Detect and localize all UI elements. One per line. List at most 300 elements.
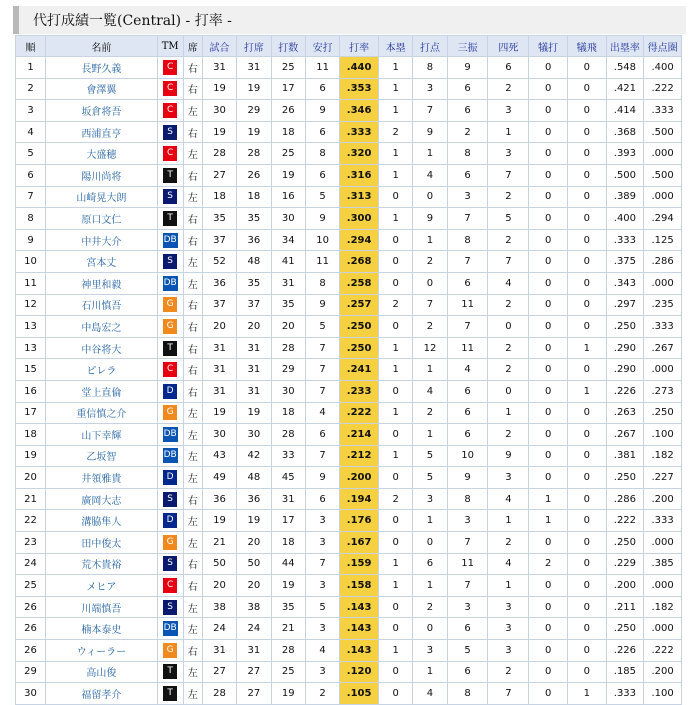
- cell-hand: 右: [183, 164, 202, 186]
- player-name-link[interactable]: 宮本丈: [46, 251, 158, 273]
- cell-rbi: 0: [413, 532, 447, 554]
- cell-hits: 3: [305, 661, 339, 683]
- cell-hits: 4: [305, 640, 339, 662]
- team-cell: [157, 208, 183, 230]
- cell-sf: 0: [567, 100, 606, 122]
- cell-bb: 9: [488, 445, 529, 467]
- cell-ab: 30: [271, 380, 305, 402]
- cell-pa: 42: [237, 445, 271, 467]
- column-header-rbi[interactable]: 打点: [413, 36, 447, 57]
- cell-rbi: 4: [413, 683, 447, 705]
- cell-hr: 2: [378, 294, 412, 316]
- cell-hand: 右: [183, 294, 202, 316]
- column-header-avg[interactable]: 打率: [340, 36, 379, 57]
- cell-rbi: 4: [413, 380, 447, 402]
- cell-risp: .100: [644, 683, 682, 705]
- cell-rank: 8: [16, 208, 46, 230]
- cell-rbi: 5: [413, 467, 447, 489]
- column-header-so[interactable]: 三振: [447, 36, 488, 57]
- cell-hits: 8: [305, 143, 339, 165]
- cell-sh: 1: [529, 488, 568, 510]
- cell-bb: 5: [488, 208, 529, 230]
- column-header-team[interactable]: TM: [157, 36, 183, 57]
- cell-sf: 0: [567, 143, 606, 165]
- team-cell: [157, 640, 183, 662]
- cell-rbi: 2: [413, 316, 447, 338]
- player-name-link[interactable]: 石川慎吾: [46, 294, 158, 316]
- player-name-link[interactable]: メヒア: [46, 575, 158, 597]
- player-name-link[interactable]: 坂倉将吾: [46, 100, 158, 122]
- cell-bb: 3: [488, 618, 529, 640]
- cell-ab: 19: [271, 683, 305, 705]
- player-name-link[interactable]: 井領雅貴: [46, 467, 158, 489]
- cell-ab: 17: [271, 78, 305, 100]
- cell-rank: 10: [16, 251, 46, 273]
- team-cell: [157, 596, 183, 618]
- cell-hits: 9: [305, 100, 339, 122]
- cell-so: 7: [447, 316, 488, 338]
- cell-ab: 41: [271, 251, 305, 273]
- team-badge: C: [163, 146, 177, 161]
- header-row: [16, 36, 682, 57]
- cell-pa: 35: [237, 208, 271, 230]
- cell-hand: 右: [183, 208, 202, 230]
- cell-games: 36: [202, 272, 236, 294]
- cell-rbi: 7: [413, 294, 447, 316]
- cell-bb: 4: [488, 488, 529, 510]
- cell-rbi: 1: [413, 575, 447, 597]
- cell-hand: 左: [183, 445, 202, 467]
- player-name-link[interactable]: 會澤翼: [46, 78, 158, 100]
- cell-pa: 20: [237, 532, 271, 554]
- column-header-games[interactable]: 試合: [202, 36, 236, 57]
- team-badge: T: [163, 686, 177, 701]
- cell-obp: .333: [606, 229, 644, 251]
- cell-so: 9: [447, 57, 488, 79]
- team-badge: G: [163, 643, 177, 658]
- player-name-link[interactable]: 大盛穂: [46, 143, 158, 165]
- cell-obp: .211: [606, 596, 644, 618]
- cell-risp: .100: [644, 424, 682, 446]
- team-badge: DB: [163, 621, 178, 636]
- cell-hits: 8: [305, 272, 339, 294]
- cell-hand: 右: [183, 640, 202, 662]
- cell-bb: 7: [488, 251, 529, 273]
- cell-risp: .000: [644, 186, 682, 208]
- cell-bb: 3: [488, 143, 529, 165]
- player-name-link[interactable]: 溝脇隼人: [46, 510, 158, 532]
- cell-avg: .440: [340, 57, 379, 79]
- player-name-link[interactable]: 中谷将大: [46, 337, 158, 359]
- cell-avg: .250: [340, 337, 379, 359]
- cell-hand: 左: [183, 402, 202, 424]
- cell-rank: 5: [16, 143, 46, 165]
- column-header-sf[interactable]: 犠飛: [567, 36, 606, 57]
- cell-risp: .200: [644, 488, 682, 510]
- cell-rank: 20: [16, 467, 46, 489]
- cell-hits: 7: [305, 359, 339, 381]
- cell-so: 11: [447, 553, 488, 575]
- cell-games: 50: [202, 553, 236, 575]
- player-name-link[interactable]: 中島宏之: [46, 316, 158, 338]
- cell-hr: 0: [378, 380, 412, 402]
- cell-rank: 13: [16, 316, 46, 338]
- player-name-link[interactable]: 神里和毅: [46, 272, 158, 294]
- cell-obp: .368: [606, 121, 644, 143]
- player-name-link[interactable]: 原口文仁: [46, 208, 158, 230]
- player-name-link[interactable]: 山下幸輝: [46, 424, 158, 446]
- cell-rank: 15: [16, 359, 46, 381]
- cell-hr: 0: [378, 424, 412, 446]
- cell-sf: 0: [567, 488, 606, 510]
- cell-sf: 0: [567, 661, 606, 683]
- cell-obp: .200: [606, 575, 644, 597]
- cell-so: 8: [447, 229, 488, 251]
- cell-obp: .226: [606, 380, 644, 402]
- cell-sh: 0: [529, 467, 568, 489]
- cell-games: 21: [202, 532, 236, 554]
- cell-avg: .158: [340, 575, 379, 597]
- team-badge: C: [163, 60, 177, 75]
- table-row: [16, 208, 682, 230]
- cell-rbi: 0: [413, 272, 447, 294]
- cell-bb: 2: [488, 424, 529, 446]
- cell-ab: 18: [271, 532, 305, 554]
- cell-rank: 13: [16, 337, 46, 359]
- cell-risp: .250: [644, 402, 682, 424]
- cell-pa: 31: [237, 380, 271, 402]
- cell-so: 3: [447, 186, 488, 208]
- cell-sf: 0: [567, 618, 606, 640]
- cell-bb: 3: [488, 467, 529, 489]
- column-header-bb[interactable]: 四死: [488, 36, 529, 57]
- cell-hits: 5: [305, 316, 339, 338]
- cell-hits: 3: [305, 510, 339, 532]
- column-header-obp[interactable]: 出塁率: [606, 36, 644, 57]
- cell-obp: .500: [606, 164, 644, 186]
- player-name-link[interactable]: 堂上直倫: [46, 380, 158, 402]
- player-name-link[interactable]: 長野久義: [46, 57, 158, 79]
- cell-games: 19: [202, 402, 236, 424]
- cell-avg: .176: [340, 510, 379, 532]
- team-badge: S: [163, 189, 177, 204]
- cell-hr: 0: [378, 661, 412, 683]
- team-badge: S: [163, 254, 177, 269]
- team-cell: [157, 661, 183, 683]
- team-badge: D: [163, 384, 177, 399]
- cell-games: 30: [202, 424, 236, 446]
- cell-obp: .375: [606, 251, 644, 273]
- cell-hits: 7: [305, 380, 339, 402]
- cell-sh: 0: [529, 229, 568, 251]
- cell-risp: .200: [644, 661, 682, 683]
- cell-risp: .222: [644, 640, 682, 662]
- cell-bb: 1: [488, 402, 529, 424]
- cell-risp: .000: [644, 272, 682, 294]
- cell-sh: 0: [529, 661, 568, 683]
- cell-avg: .353: [340, 78, 379, 100]
- cell-rank: 7: [16, 186, 46, 208]
- column-header-name[interactable]: 名前: [46, 36, 158, 57]
- cell-hand: 左: [183, 510, 202, 532]
- cell-rank: 26: [16, 618, 46, 640]
- cell-sf: 0: [567, 164, 606, 186]
- table-row: [16, 575, 682, 597]
- team-badge: DB: [163, 448, 178, 463]
- cell-hr: 1: [378, 359, 412, 381]
- cell-games: 18: [202, 186, 236, 208]
- cell-so: 4: [447, 359, 488, 381]
- column-header-ab[interactable]: 打数: [271, 36, 305, 57]
- cell-sh: 0: [529, 640, 568, 662]
- cell-sf: 0: [567, 445, 606, 467]
- table-row: [16, 510, 682, 532]
- cell-bb: 0: [488, 316, 529, 338]
- page-title: 代打成績一覧(Central) - 打率 -: [33, 13, 232, 29]
- cell-rank: 19: [16, 445, 46, 467]
- cell-hr: 0: [378, 229, 412, 251]
- cell-sf: 0: [567, 424, 606, 446]
- column-header-rank[interactable]: 順: [16, 36, 46, 57]
- cell-hand: 右: [183, 359, 202, 381]
- column-header-pa[interactable]: 打席: [237, 36, 271, 57]
- player-name-link[interactable]: 中井大介: [46, 229, 158, 251]
- team-badge: DB: [163, 276, 178, 291]
- player-name-link[interactable]: 乙坂智: [46, 445, 158, 467]
- cell-games: 31: [202, 57, 236, 79]
- cell-rank: 23: [16, 532, 46, 554]
- cell-pa: 31: [237, 359, 271, 381]
- cell-avg: .167: [340, 532, 379, 554]
- cell-so: 11: [447, 337, 488, 359]
- column-header-risp[interactable]: 得点圏: [644, 36, 682, 57]
- table-row: [16, 316, 682, 338]
- cell-rank: 26: [16, 640, 46, 662]
- cell-pa: 19: [237, 402, 271, 424]
- team-cell: [157, 294, 183, 316]
- cell-sh: 0: [529, 143, 568, 165]
- column-header-hand[interactable]: 席: [183, 36, 202, 57]
- cell-games: 28: [202, 683, 236, 705]
- cell-avg: .300: [340, 208, 379, 230]
- cell-sh: 0: [529, 359, 568, 381]
- cell-rbi: 6: [413, 553, 447, 575]
- cell-avg: .258: [340, 272, 379, 294]
- player-name-link[interactable]: ウィーラー: [46, 640, 158, 662]
- cell-hits: 10: [305, 229, 339, 251]
- cell-hr: 2: [378, 121, 412, 143]
- cell-sh: 0: [529, 445, 568, 467]
- cell-obp: .414: [606, 100, 644, 122]
- cell-hand: 左: [183, 251, 202, 273]
- cell-obp: .185: [606, 661, 644, 683]
- cell-so: 2: [447, 121, 488, 143]
- table-row: [16, 294, 682, 316]
- cell-so: 3: [447, 510, 488, 532]
- player-name-link[interactable]: 廣岡大志: [46, 488, 158, 510]
- cell-rank: 18: [16, 424, 46, 446]
- team-cell: [157, 380, 183, 402]
- cell-rank: 26: [16, 596, 46, 618]
- cell-risp: .333: [644, 510, 682, 532]
- cell-sf: 0: [567, 532, 606, 554]
- cell-rank: 1: [16, 57, 46, 79]
- cell-hr: 1: [378, 164, 412, 186]
- team-cell: [157, 467, 183, 489]
- table-row: [16, 467, 682, 489]
- cell-risp: .267: [644, 337, 682, 359]
- cell-rbi: 3: [413, 488, 447, 510]
- cell-hits: 11: [305, 57, 339, 79]
- cell-sh: 0: [529, 532, 568, 554]
- cell-so: 6: [447, 402, 488, 424]
- table-row: [16, 640, 682, 662]
- player-name-link[interactable]: ピレラ: [46, 359, 158, 381]
- cell-risp: .000: [644, 532, 682, 554]
- cell-games: 31: [202, 337, 236, 359]
- team-cell: [157, 164, 183, 186]
- cell-bb: 4: [488, 553, 529, 575]
- team-cell: [157, 445, 183, 467]
- cell-rank: 29: [16, 661, 46, 683]
- cell-avg: .143: [340, 618, 379, 640]
- cell-rbi: 2: [413, 596, 447, 618]
- cell-hr: 1: [378, 640, 412, 662]
- cell-hand: 左: [183, 661, 202, 683]
- cell-sf: 0: [567, 57, 606, 79]
- cell-hand: 右: [183, 337, 202, 359]
- cell-pa: 19: [237, 78, 271, 100]
- cell-avg: .194: [340, 488, 379, 510]
- cell-risp: .000: [644, 143, 682, 165]
- cell-bb: 0: [488, 380, 529, 402]
- cell-pa: 29: [237, 100, 271, 122]
- cell-avg: .316: [340, 164, 379, 186]
- player-name-link[interactable]: 重信慎之介: [46, 402, 158, 424]
- cell-obp: .250: [606, 532, 644, 554]
- cell-so: 6: [447, 164, 488, 186]
- cell-rbi: 2: [413, 402, 447, 424]
- cell-ab: 20: [271, 316, 305, 338]
- table-row: [16, 78, 682, 100]
- cell-games: 49: [202, 467, 236, 489]
- cell-bb: 1: [488, 121, 529, 143]
- player-name-link[interactable]: 川端慎吾: [46, 596, 158, 618]
- cell-pa: 26: [237, 164, 271, 186]
- column-header-hits[interactable]: 安打: [305, 36, 339, 57]
- team-badge: G: [163, 405, 177, 420]
- player-name-link[interactable]: 荒木貴裕: [46, 553, 158, 575]
- cell-bb: 7: [488, 683, 529, 705]
- cell-so: 6: [447, 618, 488, 640]
- player-name-link[interactable]: 楠本泰史: [46, 618, 158, 640]
- cell-sf: 0: [567, 316, 606, 338]
- cell-rbi: 0: [413, 618, 447, 640]
- cell-risp: .000: [644, 359, 682, 381]
- cell-bb: 1: [488, 510, 529, 532]
- table-row: [16, 359, 682, 381]
- cell-so: 10: [447, 445, 488, 467]
- cell-pa: 36: [237, 488, 271, 510]
- cell-risp: .286: [644, 251, 682, 273]
- table-row: [16, 618, 682, 640]
- column-header-hr[interactable]: 本塁: [378, 36, 412, 57]
- cell-hand: 右: [183, 78, 202, 100]
- cell-obp: .250: [606, 618, 644, 640]
- team-badge: C: [163, 81, 177, 96]
- cell-sf: 0: [567, 467, 606, 489]
- team-badge: C: [163, 362, 177, 377]
- table-row: [16, 683, 682, 705]
- cell-so: 6: [447, 661, 488, 683]
- cell-ab: 29: [271, 359, 305, 381]
- cell-risp: .227: [644, 467, 682, 489]
- cell-sf: 0: [567, 208, 606, 230]
- cell-risp: .333: [644, 316, 682, 338]
- cell-hr: 0: [378, 272, 412, 294]
- team-badge: D: [163, 470, 177, 485]
- cell-pa: 31: [237, 57, 271, 79]
- player-name-link[interactable]: 山崎晃大朗: [46, 186, 158, 208]
- cell-obp: .290: [606, 359, 644, 381]
- cell-hits: 9: [305, 208, 339, 230]
- team-cell: [157, 618, 183, 640]
- cell-games: 35: [202, 208, 236, 230]
- cell-rank: 17: [16, 402, 46, 424]
- cell-so: 3: [447, 596, 488, 618]
- cell-sh: 0: [529, 424, 568, 446]
- cell-sh: 1: [529, 510, 568, 532]
- cell-sf: 0: [567, 510, 606, 532]
- cell-so: 6: [447, 78, 488, 100]
- cell-hr: 0: [378, 510, 412, 532]
- table-row: [16, 661, 682, 683]
- cell-ab: 30: [271, 208, 305, 230]
- cell-hr: 1: [378, 575, 412, 597]
- player-name-link[interactable]: 陽川尚将: [46, 164, 158, 186]
- cell-hr: 1: [378, 143, 412, 165]
- cell-pa: 20: [237, 575, 271, 597]
- cell-sf: 0: [567, 596, 606, 618]
- team-badge: DB: [163, 233, 178, 248]
- cell-sh: 0: [529, 121, 568, 143]
- table-row: [16, 121, 682, 143]
- player-name-link[interactable]: 高山俊: [46, 661, 158, 683]
- cell-bb: 1: [488, 575, 529, 597]
- cell-so: 8: [447, 143, 488, 165]
- cell-obp: .267: [606, 424, 644, 446]
- cell-sh: 0: [529, 208, 568, 230]
- column-header-sh[interactable]: 犠打: [529, 36, 568, 57]
- cell-games: 30: [202, 100, 236, 122]
- player-name-link[interactable]: 西浦直亨: [46, 121, 158, 143]
- team-cell: [157, 121, 183, 143]
- table-row: [16, 532, 682, 554]
- player-name-link[interactable]: 田中俊太: [46, 532, 158, 554]
- cell-games: 19: [202, 121, 236, 143]
- cell-games: 27: [202, 164, 236, 186]
- cell-ab: 17: [271, 510, 305, 532]
- player-name-link[interactable]: 福留孝介: [46, 683, 158, 705]
- cell-pa: 48: [237, 467, 271, 489]
- team-cell: [157, 553, 183, 575]
- cell-pa: 27: [237, 661, 271, 683]
- cell-obp: .343: [606, 272, 644, 294]
- cell-sh: 0: [529, 402, 568, 424]
- cell-avg: .143: [340, 596, 379, 618]
- cell-games: 38: [202, 596, 236, 618]
- cell-avg: .313: [340, 186, 379, 208]
